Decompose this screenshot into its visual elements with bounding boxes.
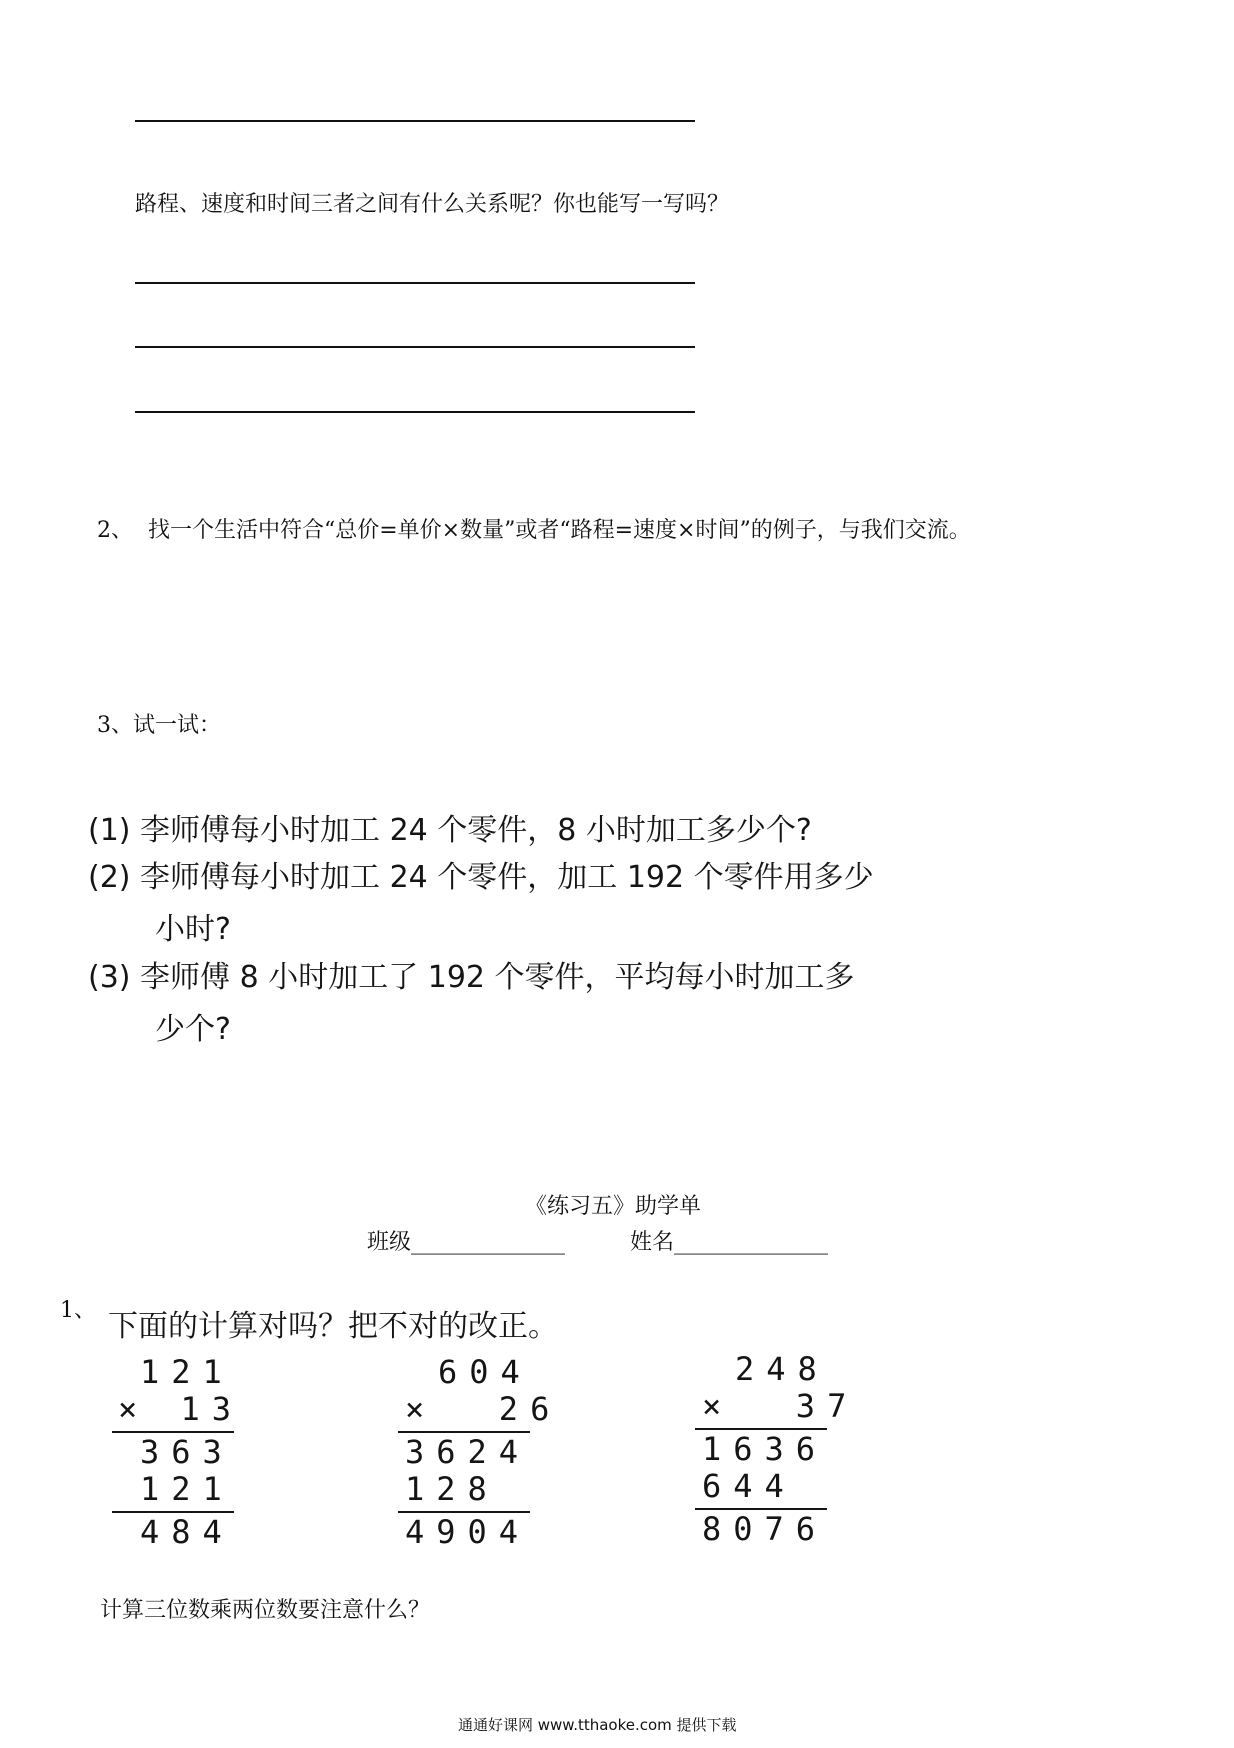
calc-3-multiplicand: 248 [735, 1350, 829, 1388]
calc-1-multiplier: × 13 [118, 1390, 244, 1428]
calc-3-result: 8076 [702, 1510, 828, 1548]
answer-line-3[interactable] [135, 346, 695, 348]
calc-2-multiplier: × 26 [405, 1390, 562, 1428]
calc-2-partial-1: 3624 [405, 1433, 531, 1471]
problem-1-line1: (1) 李师傅每小时加工 24 个零件，8 小时加工多少个? [88, 813, 812, 848]
footer-credit: 通通好课网 www.tthaoke.com 提供下载 [458, 1716, 737, 1734]
answer-line-1[interactable] [135, 120, 695, 122]
worksheet-title: 《练习五》助学单 [525, 1194, 702, 1219]
calc-1-result: 484 [140, 1513, 234, 1551]
problem-3-line2: 少个? [155, 1012, 231, 1047]
calc-1-multiplicand: 121 [140, 1353, 234, 1391]
calc-2-result: 4904 [405, 1513, 531, 1551]
exercise-1-number: 1、 [60, 1298, 96, 1323]
relation-question: 路程、速度和时间三者之间有什么关系呢？你也能写一写吗？ [135, 192, 730, 217]
answer-line-2[interactable] [135, 282, 695, 284]
question-2-text: 找一个生活中符合“总价=单价×数量”或者“路程=速度×时间”的例子，与我们交流。 [148, 518, 971, 543]
problem-3-line1: (3) 李师傅 8 小时加工了 192 个零件，平均每小时加工多 [88, 960, 855, 995]
calc-2-partial-2: 128 [405, 1470, 499, 1508]
calc-3-multiplier: × 37 [702, 1387, 859, 1425]
exercise-1-instruction: 下面的计算对吗？把不对的改正。 [108, 1309, 558, 1344]
problem-2-line2: 小时? [155, 912, 231, 947]
problem-2-line1: (2) 李师傅每小时加工 24 个零件，加工 192 个零件用多少 [88, 860, 874, 895]
answer-line-4[interactable] [135, 411, 695, 413]
calc-2-multiplicand: 604 [438, 1353, 532, 1391]
exercise-1-question: 计算三位数乘两位数要注意什么？ [100, 1598, 431, 1623]
calc-1-partial-2: 121 [140, 1470, 234, 1508]
name-field-label[interactable]: 姓名______________ [630, 1230, 829, 1255]
question-2-number: 2、 [97, 518, 133, 543]
question-3-heading: 3、试一试： [97, 713, 221, 738]
class-field-label[interactable]: 班级______________ [367, 1230, 566, 1255]
calc-3-partial-1: 1636 [702, 1430, 828, 1468]
calc-1-partial-1: 363 [140, 1433, 234, 1471]
calc-3-partial-2: 644 [702, 1467, 796, 1505]
